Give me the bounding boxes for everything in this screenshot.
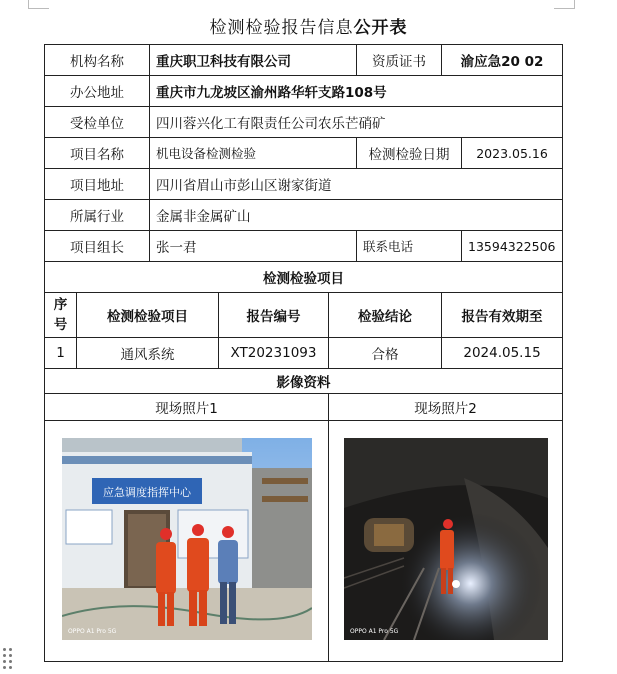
phone-value: 13594322506: [462, 231, 563, 262]
table-row: [45, 338, 563, 369]
site-value: 四川省眉山市彭山区谢家街道: [150, 169, 563, 200]
col-header-no: 序号: [45, 293, 77, 338]
leader-label: 项目组长: [45, 231, 150, 262]
images-section-row: [45, 369, 563, 394]
photo1-watermark: OPPO A1 Pro 5G: [67, 628, 116, 635]
project-value: 机电设备检测检验: [150, 138, 357, 169]
page-corner-mark: [28, 0, 49, 9]
site-row: [45, 169, 563, 200]
photo2-cell: [329, 421, 563, 662]
page-title: 检测检验报告信息公开表: [209, 18, 408, 38]
date-label: 检测检验日期: [357, 138, 462, 169]
address-value: 重庆市九龙坡区渝州路华轩支路108号: [150, 76, 563, 107]
col-header-item: 检测检验项目: [77, 293, 219, 338]
client-label: 受检单位: [45, 107, 150, 138]
report-table: [44, 44, 563, 662]
industry-label: 所属行业: [45, 200, 150, 231]
date-value: 2023.05.16: [462, 138, 563, 169]
leader-row: [45, 231, 563, 262]
site-photo-2: [344, 438, 548, 640]
page-corner-mark: [554, 0, 575, 9]
address-row: [45, 76, 563, 107]
item-name: 通风系统: [77, 338, 219, 369]
client-value: 四川蓉兴化工有限责任公司农乐芒硝矿: [150, 107, 563, 138]
cert-value: 渝应急20 02: [442, 45, 563, 76]
project-label: 项目名称: [45, 138, 150, 169]
photo1-cell: [45, 421, 329, 662]
items-header-row: [45, 293, 563, 338]
photos-row: [45, 421, 563, 662]
photo2-watermark: OPPO A1 Pro 5G: [349, 628, 398, 635]
images-section-title: 影像资料: [45, 369, 563, 394]
leader-value: 张一君: [150, 231, 357, 262]
photo1-label: 现场照片1: [45, 394, 329, 421]
project-row: [45, 138, 563, 169]
org-label: 机构名称: [45, 45, 150, 76]
drag-handle-icon[interactable]: [3, 648, 19, 670]
item-valid-until: 2024.05.15: [442, 338, 563, 369]
item-report-no: XT20231093: [219, 338, 329, 369]
col-header-report-no: 报告编号: [219, 293, 329, 338]
address-label: 办公地址: [45, 76, 150, 107]
cert-label: 资质证书: [357, 45, 442, 76]
col-header-valid-until: 报告有效期至: [442, 293, 563, 338]
photo1-sign-text: 应急调度指挥中心: [102, 486, 191, 499]
phone-label: 联系电话: [357, 231, 462, 262]
org-value: 重庆职卫科技有限公司: [150, 45, 357, 76]
item-conclusion: 合格: [329, 338, 442, 369]
site-label: 项目地址: [45, 169, 150, 200]
industry-row: [45, 200, 563, 231]
item-no: 1: [45, 338, 77, 369]
col-header-conclusion: 检验结论: [329, 293, 442, 338]
client-row: [45, 107, 563, 138]
items-section-title: 检测检验项目: [45, 262, 563, 293]
photo2-label: 现场照片2: [329, 394, 563, 421]
items-section-row: [45, 262, 563, 293]
org-row: [45, 45, 563, 76]
photo-labels-row: [45, 394, 563, 421]
industry-value: 金属非金属矿山: [150, 200, 563, 231]
site-photo-1: [62, 438, 312, 640]
